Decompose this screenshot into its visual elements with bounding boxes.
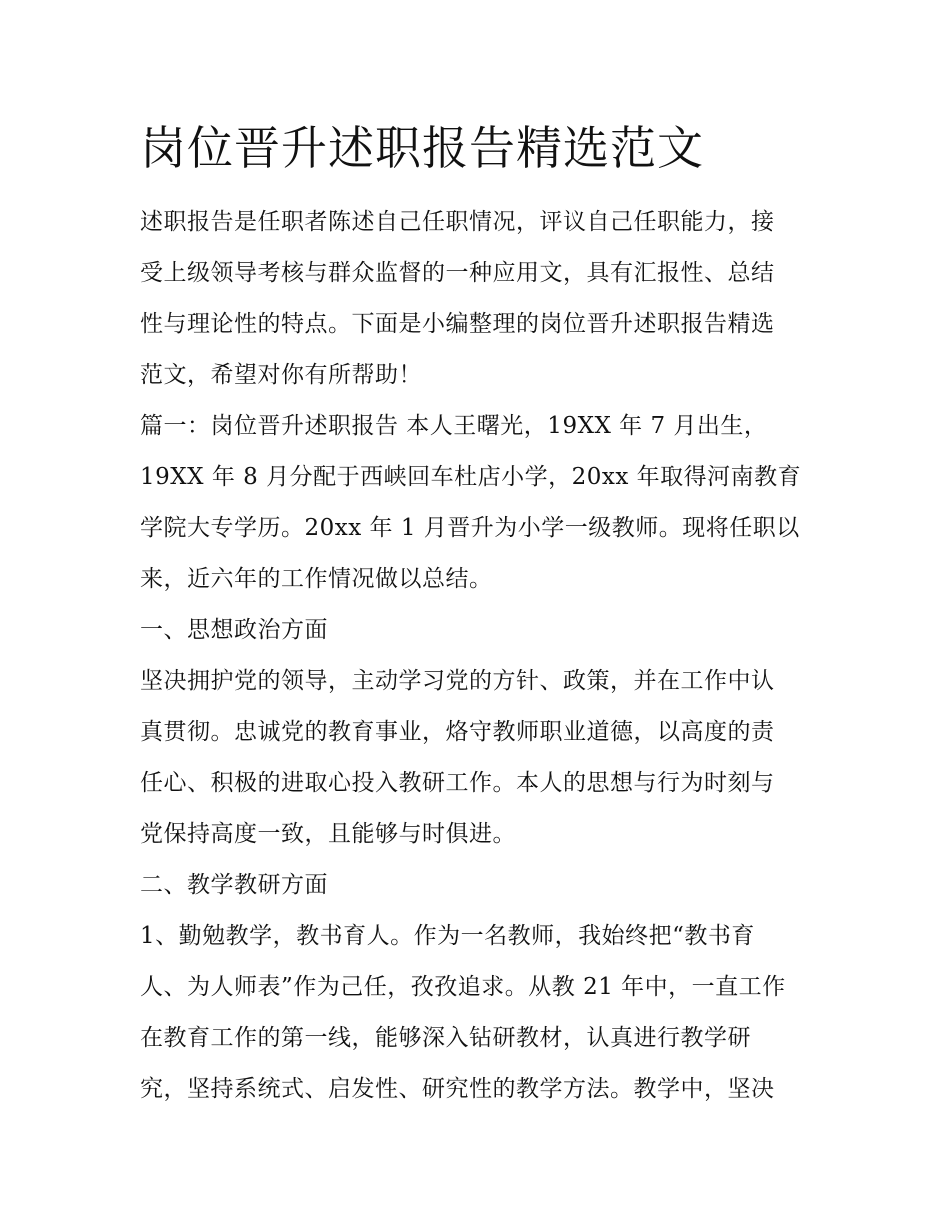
paragraph-line: 真贯彻。忠诚党的教育事业，烙守教师职业道德，以高度的责 (140, 719, 775, 745)
section-heading: 二、教学教研方面 (140, 872, 328, 898)
paragraph-line: 人、为人师表”作为己任，孜孜追求。从教 21 年中，一直工作 (140, 974, 786, 1000)
document-title: 岗位晋升述职报告精选范文 (140, 121, 704, 175)
paragraph-line: 述职报告是任职者陈述自己任职情况，评议自己任职能力，接 (140, 209, 775, 235)
paragraph-line: 篇一：岗位晋升述职报告 本人王曙光，19XX 年 7 月出生， (140, 413, 768, 439)
paragraph-line: 范文，希望对你有所帮助！ (140, 362, 422, 388)
paragraph-line: 党保持高度一致，且能够与时俱进。 (140, 821, 516, 847)
paragraph-line: 究，坚持系统式、启发性、研究性的教学方法。教学中，坚决 (140, 1076, 775, 1102)
paragraph-line: 性与理论性的特点。下面是小编整理的岗位晋升述职报告精选 (140, 311, 775, 337)
paragraph-line: 来，近六年的工作情况做以总结。 (140, 566, 493, 592)
paragraph-line: 学院大专学历。20xx 年 1 月晋升为小学一级教师。现将任职以 (140, 515, 800, 541)
paragraph-line: 任心、积极的进取心投入教研工作。本人的思想与行为时刻与 (140, 770, 775, 796)
paragraph-line: 1、勤勉教学，教书育人。作为一名教师，我始终把“教书育 (140, 923, 755, 949)
paragraph-line: 受上级领导考核与群众监督的一种应用文，具有汇报性、总结 (140, 260, 775, 286)
paragraph-line: 19XX 年 8 月分配于西峡回车杜店小学，20xx 年取得河南教育 (140, 464, 802, 490)
section-heading: 一、思想政治方面 (140, 617, 328, 643)
paragraph-line: 在教育工作的第一线，能够深入钻研教材，认真进行教学研 (140, 1025, 751, 1051)
paragraph-line: 坚决拥护党的领导，主动学习党的方针、政策，并在工作中认 (140, 668, 775, 694)
